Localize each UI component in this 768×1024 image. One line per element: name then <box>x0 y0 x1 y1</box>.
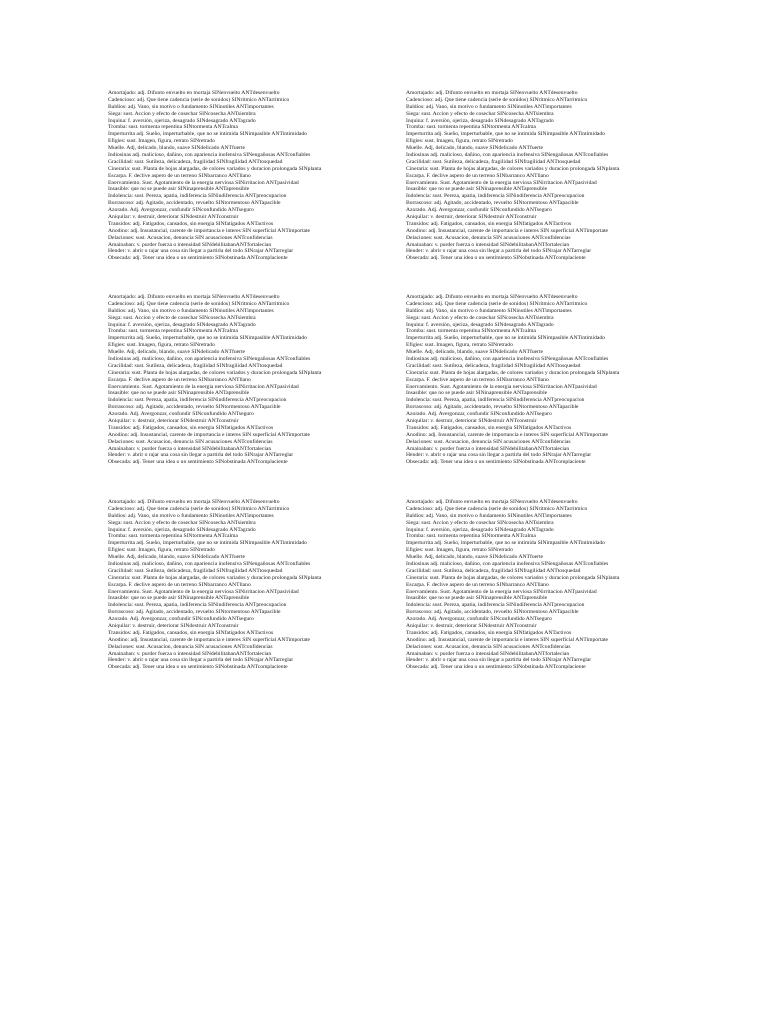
glossary-entry: Siega: sust. Accion y efecto de cosechar SINcosecha ANTsiembra <box>108 519 256 526</box>
glossary-entry: Azorado. Adj. Avergonzar, confundir SINconfundido ANTseguro <box>406 411 552 418</box>
glossary-entry: Borrascoso: adj. Agitado, accidentado, revuelto SINtormentoso ANTapacible <box>406 404 579 411</box>
glossary-entry: Cadencioso: adj. Que tiene cadencia (serie de sonidos) SINritmico ANTarritmico <box>108 505 290 512</box>
glossary-entry: Efigies: sust. Imagen, figura, retrato SINretrado <box>108 138 215 145</box>
glossary-entry: Efigies: sust. Imagen, figura, retrato SINretrado <box>108 547 215 554</box>
glossary-entry: Indolencia: sust. Pereza, apatia, indiferencia SINindiferencia ANTpreocupacion <box>406 602 585 609</box>
glossary-entry: Transidos: adj. Fatigados, cansados, sin energia SINfatigados ANTactivos <box>406 629 572 636</box>
glossary-entry: Tromba: sust. tormenta repentina SINtormenta ANTcalma <box>406 533 536 540</box>
glossary-entry: Transidos: adj. Fatigados, cansados, sin energia SINfatigados ANTactivos <box>406 220 572 227</box>
glossary-entry: Aniquilar: v. destruir, deteriorar SINdestruir ANTconstruir <box>406 214 537 221</box>
glossary-entry: Insasible: que no se puede asir SINinaprensible ANTaprensible <box>108 595 250 602</box>
glossary-entry: Cadencioso: adj. Que tiene cadencia (serie de sonidos) SINritmico ANTarritmico <box>406 300 588 307</box>
glossary-entry: Cadencioso: adj. Que tiene cadencia (serie de sonidos) SINritmico ANTarritmico <box>108 300 290 307</box>
glossary-entry: Baldíos: adj. Vano, sin motivo o fundamento SINinutiles ANTimportantes <box>406 512 572 519</box>
glossary-entry: Anodino: adj. Insustancial, carente de importancia e interes SIN superficial ANTimportate <box>406 636 609 643</box>
glossary-entry: Transidos: adj. Fatigados, cansados, sin energia SINfatigados ANTactivos <box>406 424 572 431</box>
glossary-entry: Obsecada: adj. Tener una idea o un sentimiento SINobstinada ANTcomplaciente <box>108 664 288 671</box>
glossary-entry: Siega: sust. Accion y efecto de cosechar SINcosecha ANTsiembra <box>406 110 554 117</box>
glossary-entry: Anodino: adj. Insustancial, carente de importancia e interes SIN superficial ANTimportate <box>406 431 609 438</box>
glossary-entry: Insasible: que no se puede asir SINinaprensible ANTaprensible <box>406 595 548 602</box>
glossary-entry: Insasible: que no se puede asir SINinaprensible ANTaprensible <box>406 186 548 193</box>
glossary-entry: Anodino: adj. Insustancial, carente de importancia e interes SIN superficial ANTimportate <box>406 227 609 234</box>
glossary-entry: Escarpa. F. declive aspero de un terreno SINbarranco ANTllano <box>406 376 549 383</box>
glossary-entry: Tromba: sust. tormenta repentina SINtormenta ANTcalma <box>108 124 238 131</box>
glossary-entry: Hender: v. abrir o rajar una cosa sin llegar a partirla del todo SINrajar ANTarreglar <box>108 452 294 459</box>
glossary-entry: Siega: sust. Accion y efecto de cosechar SINcosecha ANTsiembra <box>406 519 554 526</box>
glossary-entry: Cadencioso: adj. Que tiene cadencia (serie de sonidos) SINritmico ANTarritmico <box>406 96 588 103</box>
glossary-entry: Amortajado: adj. Difunto envuelto en mortaja SINenvuelto ANTdesenvuelto <box>108 294 280 300</box>
glossary-entry: Hender: v. abrir o rajar una cosa sin llegar a partirla del todo SINrajar ANTarreglar <box>406 452 592 459</box>
glossary-entry: Muelle. Adj, delicado, blando, suave SINdelicado ANTfuerte <box>108 145 246 152</box>
glossary-entry: Efigies: sust. Imagen, figura, retrato SINretrado <box>406 342 513 349</box>
glossary-entry: Anodino: adj. Insustancial, carente de importancia e interes SIN superficial ANTimportate <box>108 227 311 234</box>
glossary-entry: Amainaban: v. purder fuerza o intensidad SINdebilitabanANTfortalecian <box>406 445 570 452</box>
glossary-entry: Amortajado: adj. Difunto envuelto en mortaja SINenvuelto ANTdesenvuelto <box>406 90 578 96</box>
glossary-entry: Amortajado: adj. Difunto envuelto en mortaja SINenvuelto ANTdesenvuelto <box>108 90 280 96</box>
glossary-block <box>108 499 413 671</box>
glossary-entry: Indiosinas adj. malicioso, dañino, con apariencia inofensiva SINengañosas ANTconfiables <box>406 561 609 568</box>
glossary-entry: Delaciones: sust. Acusacion, denuncia SIN acusaciones ANTconfidencias <box>406 438 571 445</box>
glossary-entry: Imperturrita adj. Sueño, imperturbable, que no se intimida SINimpasible ANTintimidado <box>108 131 307 138</box>
glossary-entry: Cineraria: sust. Planta de hojas alargadas, de colores variados y duracion prolongada SINplanta <box>406 165 620 172</box>
glossary-entry: Obsecada: adj. Tener una idea o un sentimiento SINobstinada ANTcomplaciente <box>406 255 586 262</box>
glossary-entry: Enervamiento. Sust. Agotamiento de la energia nerviosa SINirritacion ANTpasividad <box>108 383 299 390</box>
glossary-entry: Aniquilar: v. destruir, deteriorar SINdestruir ANTconstruir <box>108 214 239 221</box>
glossary-entry: Borrascoso: adj. Agitado, accidentado, revuelto SINtormentoso ANTapacible <box>406 609 579 616</box>
glossary-entry: Delaciones: sust. Acusacion, denuncia SIN acusaciones ANTconfidencias <box>406 643 571 650</box>
glossary-entry: Escarpa. F. declive aspero de un terreno SINbarranco ANTllano <box>406 581 549 588</box>
glossary-block <box>406 499 711 671</box>
glossary-entry: Transidos: adj. Fatigados, cansados, sin energia SINfatigados ANTactivos <box>108 629 274 636</box>
glossary-entry: Indolencia: sust. Pereza, apatia, indiferencia SINindiferencia ANTpreocupacion <box>108 397 287 404</box>
glossary-entry: Hender: v. abrir o rajar una cosa sin llegar a partirla del todo SINrajar ANTarreglar <box>108 657 294 664</box>
glossary-entry: Inquina: f. aversión, ojeriza, desagrado SINdesagrado ANTagrado <box>108 321 256 328</box>
glossary-entry: Gracilidad: sust. Sutileza, delicadeza, fragilidad SINfragilidad ANTtosquedad <box>406 158 581 165</box>
glossary-entry: Cineraria: sust. Planta de hojas alargadas, de colores variados y duracion prolongada SINplanta <box>406 369 620 376</box>
glossary-entry: Delaciones: sust. Acusacion, denuncia SIN acusaciones ANTconfidencias <box>108 438 273 445</box>
glossary-entry: Gracilidad: sust. Sutileza, delicadeza, fragilidad SINfragilidad ANTtosquedad <box>108 362 283 369</box>
glossary-entry: Muelle. Adj, delicado, blando, suave SINdelicado ANTfuerte <box>108 349 246 356</box>
glossary-entry: Amortajado: adj. Difunto envuelto en mortaja SINenvuelto ANTdesenvuelto <box>108 499 280 505</box>
glossary-entry: Hender: v. abrir o rajar una cosa sin llegar a partirla del todo SINrajar ANTarreglar <box>406 248 592 255</box>
glossary-entry: Azorado. Adj. Avergonzar, confundir SINconfundido ANTseguro <box>406 616 552 623</box>
glossary-entry: Cineraria: sust. Planta de hojas alargadas, de colores variados y duracion prolongada SINplanta <box>108 165 322 172</box>
glossary-entry: Imperturrita adj. Sueño, imperturbable, que no se intimida SINimpasible ANTintimidado <box>108 335 307 342</box>
glossary-entry: Gracilidad: sust. Sutileza, delicadeza, fragilidad SINfragilidad ANTtosquedad <box>406 567 581 574</box>
glossary-entry: Muelle. Adj, delicado, blando, suave SINdelicado ANTfuerte <box>406 554 544 561</box>
glossary-entry: Hender: v. abrir o rajar una cosa sin llegar a partirla del todo SINrajar ANTarreglar <box>406 657 592 664</box>
glossary-entry: Enervamiento. Sust. Agotamiento de la energia nerviosa SINirritacion ANTpasividad <box>406 179 597 186</box>
glossary-entry: Cadencioso: adj. Que tiene cadencia (serie de sonidos) SINritmico ANTarritmico <box>108 96 290 103</box>
glossary-entry: Cadencioso: adj. Que tiene cadencia (serie de sonidos) SINritmico ANTarritmico <box>406 505 588 512</box>
glossary-entry: Baldíos: adj. Vano, sin motivo o fundamento SINinutiles ANTimportantes <box>108 512 274 519</box>
glossary-entry: Efigies: sust. Imagen, figura, retrato SINretrado <box>108 342 215 349</box>
glossary-entry: Baldíos: adj. Vano, sin motivo o fundamento SINinutiles ANTimportantes <box>406 307 572 314</box>
glossary-entry: Muelle. Adj, delicado, blando, suave SINdelicado ANTfuerte <box>406 349 544 356</box>
glossary-entry: Baldíos: adj. Vano, sin motivo o fundamento SINinutiles ANTimportantes <box>108 103 274 110</box>
glossary-entry: Muelle. Adj, delicado, blando, suave SINdelicado ANTfuerte <box>108 554 246 561</box>
glossary-entry: Transidos: adj. Fatigados, cansados, sin energia SINfatigados ANTactivos <box>108 220 274 227</box>
glossary-entry: Obsecada: adj. Tener una idea o un sentimiento SINobstinada ANTcomplaciente <box>108 459 288 466</box>
glossary-entry: Inquina: f. aversión, ojeriza, desagrado SINdesagrado ANTagrado <box>108 526 256 533</box>
glossary-block <box>406 90 711 262</box>
glossary-block <box>108 90 413 262</box>
glossary-entry: Inquina: f. aversión, ojeriza, desagrado SINdesagrado ANTagrado <box>406 321 554 328</box>
glossary-entry: Enervamiento. Sust. Agotamiento de la energia nerviosa SINirritacion ANTpasividad <box>108 179 299 186</box>
glossary-entry: Siega: sust. Accion y efecto de cosechar SINcosecha ANTsiembra <box>108 110 256 117</box>
glossary-entry: Tromba: sust. tormenta repentina SINtormenta ANTcalma <box>406 328 536 335</box>
glossary-entry: Aniquilar: v. destruir, deteriorar SINdestruir ANTconstruir <box>406 623 537 630</box>
glossary-entry: Anodino: adj. Insustancial, carente de importancia e interes SIN superficial ANTimportate <box>108 636 311 643</box>
glossary-entry: Siega: sust. Accion y efecto de cosechar SINcosecha ANTsiembra <box>108 314 256 321</box>
glossary-entry: Imperturrita adj. Sueño, imperturbable, que no se intimida SINimpasible ANTintimidado <box>406 131 605 138</box>
glossary-entry: Borrascoso: adj. Agitado, accidentado, revuelto SINtormentoso ANTapacible <box>108 609 281 616</box>
glossary-entry: Borrascoso: adj. Agitado, accidentado, revuelto SINtormentoso ANTapacible <box>406 200 579 207</box>
glossary-entry: Hender: v. abrir o rajar una cosa sin llegar a partirla del todo SINrajar ANTarreglar <box>108 248 294 255</box>
glossary-entry: Escarpa. F. declive aspero de un terreno SINbarranco ANTllano <box>108 581 251 588</box>
glossary-entry: Enervamiento. Sust. Agotamiento de la energia nerviosa SINirritacion ANTpasividad <box>406 588 597 595</box>
glossary-entry: Insasible: que no se puede asir SINinaprensible ANTaprensible <box>406 390 548 397</box>
glossary-block <box>406 294 711 466</box>
glossary-entry: Tromba: sust. tormenta repentina SINtormenta ANTcalma <box>108 328 238 335</box>
glossary-entry: Aniquilar: v. destruir, deteriorar SINdestruir ANTconstruir <box>406 418 537 425</box>
glossary-entry: Delaciones: sust. Acusacion, denuncia SIN acusaciones ANTconfidencias <box>108 643 273 650</box>
glossary-entry: Indiosinas adj. malicioso, dañino, con apariencia inofensiva SINengañosas ANTconfiables <box>406 356 609 363</box>
glossary-entry: Siega: sust. Accion y efecto de cosechar SINcosecha ANTsiembra <box>406 314 554 321</box>
glossary-entry: Gracilidad: sust. Sutileza, delicadeza, fragilidad SINfragilidad ANTtosquedad <box>108 158 283 165</box>
glossary-entry: Amortajado: adj. Difunto envuelto en mortaja SINenvuelto ANTdesenvuelto <box>406 499 578 505</box>
glossary-entry: Tromba: sust. tormenta repentina SINtormenta ANTcalma <box>108 533 238 540</box>
glossary-entry: Imperturrita adj. Sueño, imperturbable, que no se intimida SINimpasible ANTintimidado <box>108 540 307 547</box>
glossary-entry: Escarpa. F. declive aspero de un terreno SINbarranco ANTllano <box>406 172 549 179</box>
glossary-entry: Insasible: que no se puede asir SINinaprensible ANTaprensible <box>108 186 250 193</box>
glossary-entry: Cineraria: sust. Planta de hojas alargadas, de colores variados y duracion prolongada SINplanta <box>406 574 620 581</box>
glossary-entry: Azorado. Adj. Avergonzar, confundir SINconfundido ANTseguro <box>108 207 254 214</box>
glossary-entry: Delaciones: sust. Acusacion, denuncia SIN acusaciones ANTconfidencias <box>406 234 571 241</box>
glossary-entry: Indolencia: sust. Pereza, apatia, indiferencia SINindiferencia ANTpreocupacion <box>406 397 585 404</box>
glossary-entry: Amainaban: v. purder fuerza o intensidad SINdebilitabanANTfortalecian <box>108 650 272 657</box>
glossary-entry: Aniquilar: v. destruir, deteriorar SINdestruir ANTconstruir <box>108 418 239 425</box>
glossary-entry: Baldíos: adj. Vano, sin motivo o fundamento SINinutiles ANTimportantes <box>406 103 572 110</box>
glossary-entry: Transidos: adj. Fatigados, cansados, sin energia SINfatigados ANTactivos <box>108 424 274 431</box>
glossary-entry: Azorado. Adj. Avergonzar, confundir SINconfundido ANTseguro <box>108 411 254 418</box>
glossary-entry: Indolencia: sust. Pereza, apatia, indiferencia SINindiferencia ANTpreocupacion <box>108 602 287 609</box>
glossary-entry: Anodino: adj. Insustancial, carente de importancia e interes SIN superficial ANTimportate <box>108 431 311 438</box>
glossary-entry: Gracilidad: sust. Sutileza, delicadeza, fragilidad SINfragilidad ANTtosquedad <box>108 567 283 574</box>
glossary-entry: Indolencia: sust. Pereza, apatia, indiferencia SINindiferencia ANTpreocupacion <box>406 193 585 200</box>
glossary-entry: Insasible: que no se puede asir SINinaprensible ANTaprensible <box>108 390 250 397</box>
glossary-entry: Delaciones: sust. Acusacion, denuncia SIN acusaciones ANTconfidencias <box>108 234 273 241</box>
glossary-entry: Indiosinas adj. malicioso, dañino, con apariencia inofensiva SINengañosas ANTconfiables <box>108 152 311 159</box>
glossary-entry: Inquina: f. aversión, ojeriza, desagrado SINdesagrado ANTagrado <box>108 117 256 124</box>
glossary-entry: Indiosinas adj. malicioso, dañino, con apariencia inofensiva SINengañosas ANTconfiables <box>108 561 311 568</box>
glossary-entry: Azorado. Adj. Avergonzar, confundir SINconfundido ANTseguro <box>108 616 254 623</box>
glossary-entry: Aniquilar: v. destruir, deteriorar SINdestruir ANTconstruir <box>108 623 239 630</box>
glossary-entry: Borrascoso: adj. Agitado, accidentado, revuelto SINtormentoso ANTapacible <box>108 404 281 411</box>
glossary-entry: Obsecada: adj. Tener una idea o un sentimiento SINobstinada ANTcomplaciente <box>406 459 586 466</box>
glossary-entry: Azorado. Adj. Avergonzar, confundir SINconfundido ANTseguro <box>406 207 552 214</box>
glossary-entry: Efigies: sust. Imagen, figura, retrato SINretrado <box>406 547 513 554</box>
glossary-entry: Borrascoso: adj. Agitado, accidentado, revuelto SINtormentoso ANTapacible <box>108 200 281 207</box>
glossary-entry: Amortajado: adj. Difunto envuelto en mortaja SINenvuelto ANTdesenvuelto <box>406 294 578 300</box>
glossary-entry: Imperturrita adj. Sueño, imperturbable, que no se intimida SINimpasible ANTintimidado <box>406 335 605 342</box>
glossary-entry: Escarpa. F. declive aspero de un terreno SINbarranco ANTllano <box>108 376 251 383</box>
glossary-entry: Gracilidad: sust. Sutileza, delicadeza, fragilidad SINfragilidad ANTtosquedad <box>406 362 581 369</box>
glossary-entry: Amainaban: v. purder fuerza o intensidad SINdebilitabanANTfortalecian <box>108 241 272 248</box>
glossary-block <box>108 294 413 466</box>
glossary-entry: Amainaban: v. purder fuerza o intensidad SINdebilitabanANTfortalecian <box>406 241 570 248</box>
glossary-entry: Amainaban: v. purder fuerza o intensidad SINdebilitabanANTfortalecian <box>406 650 570 657</box>
glossary-entry: Cineraria: sust. Planta de hojas alargadas, de colores variados y duracion prolongada SINplanta <box>108 574 322 581</box>
glossary-entry: Inquina: f. aversión, ojeriza, desagrado SINdesagrado ANTagrado <box>406 526 554 533</box>
glossary-entry: Indolencia: sust. Pereza, apatia, indiferencia SINindiferencia ANTpreocupacion <box>108 193 287 200</box>
glossary-entry: Inquina: f. aversión, ojeriza, desagrado SINdesagrado ANTagrado <box>406 117 554 124</box>
glossary-entry: Muelle. Adj, delicado, blando, suave SINdelicado ANTfuerte <box>406 145 544 152</box>
glossary-entry: Cineraria: sust. Planta de hojas alargadas, de colores variados y duracion prolongada SINplanta <box>108 369 322 376</box>
glossary-entry: Obsecada: adj. Tener una idea o un sentimiento SINobstinada ANTcomplaciente <box>406 664 586 671</box>
glossary-entry: Escarpa. F. declive aspero de un terreno SINbarranco ANTllano <box>108 172 251 179</box>
glossary-entry: Imperturrita adj. Sueño, imperturbable, que no se intimida SINimpasible ANTintimidado <box>406 540 605 547</box>
glossary-entry: Enervamiento. Sust. Agotamiento de la energia nerviosa SINirritacion ANTpasividad <box>406 383 597 390</box>
glossary-entry: Indiosinas adj. malicioso, dañino, con apariencia inofensiva SINengañosas ANTconfiables <box>406 152 609 159</box>
glossary-entry: Indiosinas adj. malicioso, dañino, con apariencia inofensiva SINengañosas ANTconfiables <box>108 356 311 363</box>
glossary-entry: Tromba: sust. tormenta repentina SINtormenta ANTcalma <box>406 124 536 131</box>
glossary-entry: Obsecada: adj. Tener una idea o un sentimiento SINobstinada ANTcomplaciente <box>108 255 288 262</box>
glossary-entry: Enervamiento. Sust. Agotamiento de la energia nerviosa SINirritacion ANTpasividad <box>108 588 299 595</box>
glossary-entry: Amainaban: v. purder fuerza o intensidad SINdebilitabanANTfortalecian <box>108 445 272 452</box>
glossary-entry: Efigies: sust. Imagen, figura, retrato SINretrado <box>406 138 513 145</box>
glossary-entry: Baldíos: adj. Vano, sin motivo o fundamento SINinutiles ANTimportantes <box>108 307 274 314</box>
